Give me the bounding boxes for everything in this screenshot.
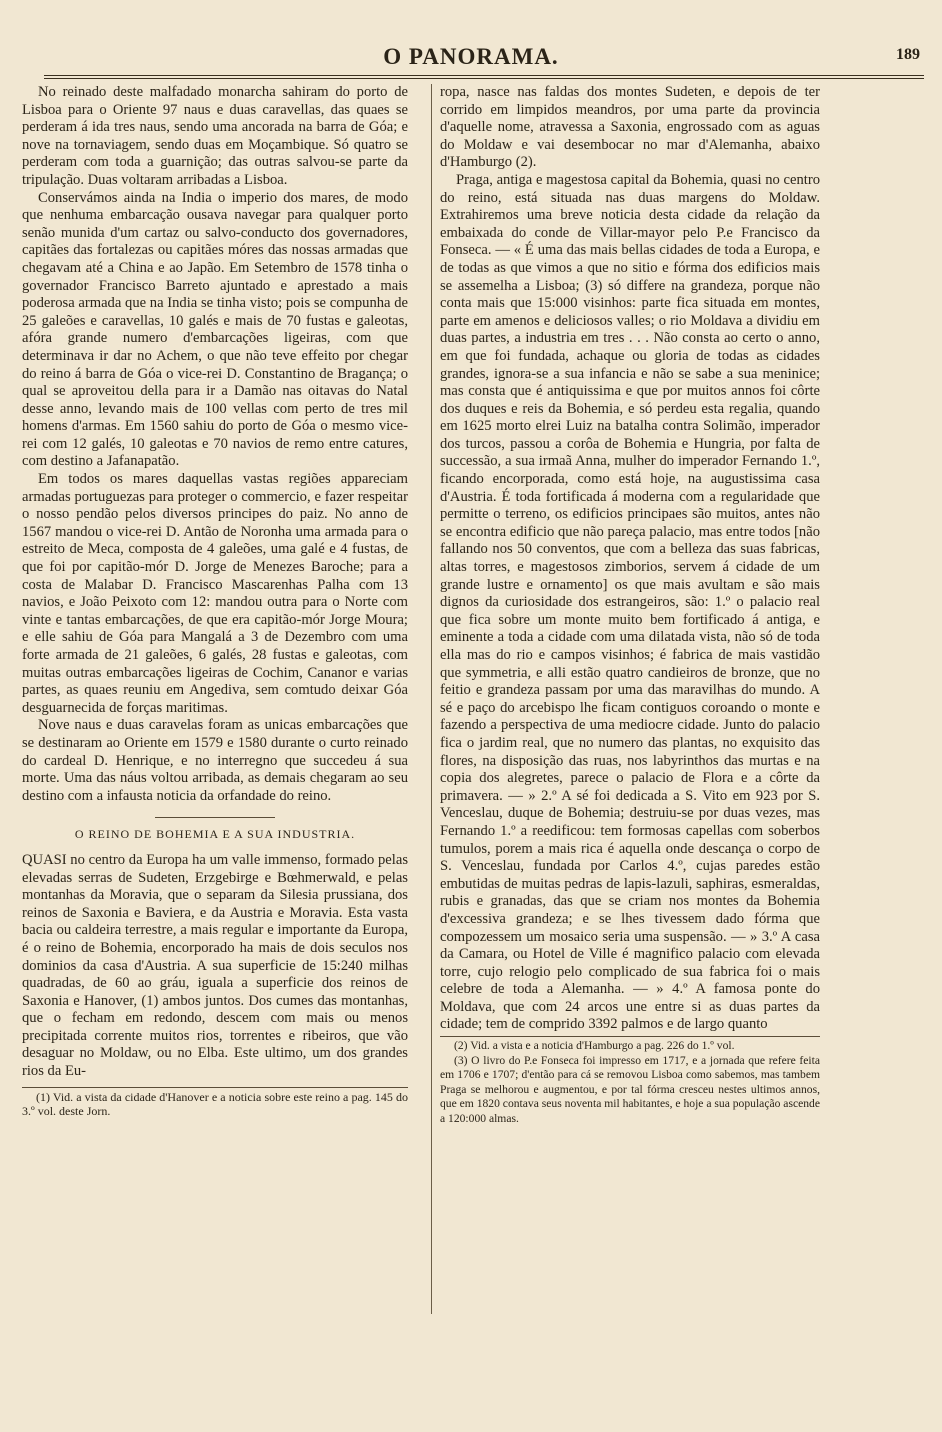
footnote: (3) O livro do P.e Fonseca foi impresso em 1717, e a jornada que refere feita em 1706 e 1707; d'então para cá se removou Lisboa como sabemos, mas tambem Praga se melhorou e augmentou, e por tal fórma cresceu nestes ultimos annos, que em 1820 contava seus noventa mil habitantes, e hoje a sua população ascende a 120:000 almas. [440,1053,820,1125]
right-column [440,84,820,1126]
section-title: O REINO DE BOHEMIA E A SUA INDUSTRIA. [74,827,356,842]
paragraph: ropa, nasce nas faldas dos montes Sudeten, e depois de ter corrido em limpidos meandros, por uma parte da provincia d'aquelle nome, atravessa a Saxonia, engrossado com as aguas do Moldaw e vai desembocar no mar d'Alemanha, abaixo d'Hamburgo (2). [440,84,820,171]
section-divider [155,817,275,818]
paragraph: No reinado deste malfadado monarcha sahiram do porto de Lisboa para o Oriente 97 naus e duas caravellas, das quaes se perderam á ida tres naus, sendo uma ancorada na barra de Góa; e nove na tornaviagem, sendo duas em Moçambique. Só quatro se perderam com toda a guarnição; das outras salvou-se parte da tripulação. Duas voltaram arribadas a Lisboa. [22,84,408,188]
paragraph: Conservámos ainda na India o imperio dos mares, de modo que nenhuma embarcação ousava navegar para qualquer porto senão munida d'um cartaz ou salvo-conducto dos governadores, capitães das fortalezas ou capitães móres das nossas armadas que chegavam até a China e ao Japão. Em Setembro de 1578 tinha o governador Francisco Barreto ajuntado e aprestado a mais poderosa armada que na India se tinha visto; pois se compunha de 25 galeões e caravellas, 10 galés e mais de 70 fustas e galeotas, afóra grande numero d'embarcações ligeiras, com que determinava ir dar no Achem, o que não teve effeito por chegar do reino á barra de Góa o vice-rei D. Constantino de Bragança; o qual se aproveitou della para ir a Damão nas oitavas do Natal desse anno, levando mais de 100 vellas com perto de tres mil homens d'armas. Em 1560 sahiu do porto de Góa o mesmo vice-rei com 12 galés, 10 galeotas e 70 navios de remo entre catures, com destino a Jafanapatão. [22,189,408,470]
section-paragraph: QUASI no centro da Europa ha um valle immenso, formado pelas elevadas serras de Sudeten, Erzgebirge e Bœhmerwald, e pelas montanhas da Moravia, que o separam da Silesia prussiana, dos reinos de Saxonia e Baviera, e da Austria e Moravia. Esta vasta bacia ou caldeira terrestre, a mais regular e importante da Europa, é o reino de Bohemia, encorporado ha mais de dois seculos nos dominios da casa d'Austria. A sua superficie de 15:240 milhas quadradas, de 60 ao gráu, iguala a superficie dos reinos de Saxonia e Hanover, (1) ambos juntos. Dos cumes das montanhas, que o fecham em redondo, descem com mais ou menos precipitada corrente muitos rios, torrentes e ribeiros, que vão desaguar no Moldaw, ou no Elba. Este ultimo, um dos grandes rios da Eu- [22,851,408,1080]
page-number: 189 [896,46,920,63]
footnote: (2) Vid. a vista e a noticia d'Hamburgo a pag. 226 do 1.º vol. [454,1039,735,1053]
paragraph: Praga, antiga e magestosa capital da Bohemia, quasi no centro do reino, está situada nas duas margens do Moldaw. Extrahiremos uma breve noticia desta cidade da relação da embaixada do conde de Villar-mayor pelo P.e Francisco da Fonseca. — « É uma das mais bellas cidades de toda a Europa, e de todas as que vimos a que no sitio e fórma dos edificios mais se assemelha a Lisboa; (3) só differe na grandeza, porque não conta mais que 15:000 visinhos: parte fica situada em montes, parte em amenos e deliciosos valles; o rio Moldava a dividiu em duas partes, a industria em tres . . . Não consta ao certo o anno, em que foi fundada, achaque ou gloria de todas as cidades grandes, ignora-se a sua infancia e não se sabe a sua meninice; mas consta que é antiquissima e que por muitos annos foi côrte dos duques e reis da Bohemia, e só perdeu esta regalia, quando em 1625 morto elrei Luiz na batalha contra Solimão, imperador dos turcos, passou a corôa de Bohemia e Hungria, por falta de successão, a sua irmaã Anna, mulher do imperador Fernando 1.º, ficando encorporada, como está hoje, na augustissima casa d'Austria. É toda fortificada á moderna com a regularidade que permitte o terreno, os edificios principaes são muitos, antes não se encontra edificio que não pareça palacio, mas entre todos [não fallando nos 50 conventos, que com a belleza das suas fabricas, altas torres, e magestosos zimborios, servem á cidade de um grande lustre e ornamento] os que mais avultam e são mais dignos da curiosidade dos estrangeiros, são: 1.º o palacio real que fica sobre um monte muito bem fortificado á antiga, e eminente a toda a cidade com uma dilatada vista, não só de toda ella mas do rio e campos visinhos; é fabrica de mais vastidão que symmetria, e alli estão quatro candieiros de bronze, que no feitio e grandeza passam por uma das maravilhas do mundo. A sé e paço do arcebispo lhe ficam contiguos coroando o monte e fazendo a perspectiva de uma mediocre cidade. Junto do palacio fica o jardim real, que no numero das plantas, no exquisito das flores, na disposição das ruas, nos labyrinthos das murtas e na copia dos alegretes, parece o palacio de Flora e a côrte da primavera. — » 2.º A sé foi dedicada a S. Vito em 923 por S. Venceslau, duque de Bohemia; destruiu-se por duas vezes, mas Fernando 1.º a reedificou: tem formosas capellas com soberbos tumulos, porem a mais rica é aquella onde descança o corpo de S. Venceslau, fundada por Carlos 4.º, cujas paredes estão embutidas de muitas pedras de lapis-lazuli, saphiras, esmeraldas, rubis e granadas, das que se criam nos montes da Bohemia d'excessiva grandeza; e se lhes tivessem dado fórma que compozessem um mosaico seria uma suspensão. — » 3.º A casa da Camara, ou Hotel de Ville é magnifico palacio com elevada torre, cujo relogio pelo complicado de sua fabrica foi o mais celebre de toda a Alemanha. — » 4.º A famosa ponte do Moldava, que com 24 arcos une entre si as duas partes da cidade; tem de comprido 3392 palmos e de largo quanto [440,171,820,1033]
column-divider [431,84,432,1314]
left-column [22,84,408,1119]
footnotes [440,1036,820,1126]
header-rule [44,75,924,79]
footnotes [22,1087,408,1119]
page-title: O PANORAMA. [383,44,559,69]
paragraph: Nove naus e duas caravelas foram as unicas embarcações que se destinaram ao Oriente em 1579 e 1580 durante o curto reinado do cardeal D. Henrique, e no interregno que succedeu á sua morte. Uma das náus voltou arribada, as demais chegaram ao seu destino com a infausta noticia da orfandade do reino. [22,717,408,804]
footnote: (1) Vid. a vista da cidade d'Hanover e a noticia sobre este reino a pag. 145 do 3.º vol. deste Jorn. [22,1089,408,1119]
paragraph: Em todos os mares daquellas vastas regiões appareciam armadas portuguezas para proteger o commercio, e fazer respeitar o nosso pendão pelos diversos principes do paiz. No anno de 1567 mandou o vice-rei D. Antão de Noronha uma armada para o estreito de Meca, composta de 4 galeões, uma galé e 4 fustas, de que foi por capitão-mór D. Jorge de Menezes Baroche; para a costa de Malabar D. Francisco Mascarenhas Palha com 13 navios, e João Peixoto com 12: mandou outra para o Norte com vinte e tantas embarcações, de que era capitão-mór Jorge Moura; e elle sahiu de Góa para Mangalá a 3 de Dezembro com uma forte armada de 21 galeões, 6 galés, 28 fustas e galeotas, com muitas outras embarcações ligeiras de Cochim, Cananor e varias partes, as quaes reuniu em Angediva, sem comtudo deixar Góa desguarnecida de forças maritimas. [22,471,408,716]
